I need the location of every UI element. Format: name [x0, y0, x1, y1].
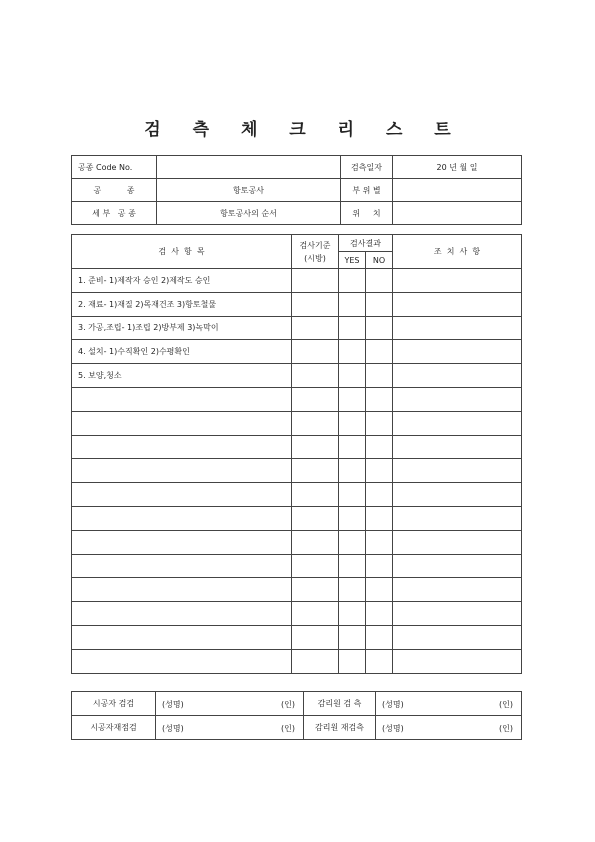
checklist-cell-no[interactable]: [366, 483, 393, 507]
checklist-cell-criteria[interactable]: [292, 459, 339, 483]
checklist-cell-action[interactable]: [393, 340, 522, 364]
checklist-cell-yes[interactable]: [339, 340, 366, 364]
checklist-cell-yes[interactable]: [339, 530, 366, 554]
sig1-left-name: (성명): [162, 700, 184, 709]
checklist-cell-yes[interactable]: [339, 387, 366, 411]
checklist-cell-yes[interactable]: [339, 649, 366, 673]
header-result: 검사결과: [339, 235, 393, 252]
checklist-cell-yes[interactable]: [339, 602, 366, 626]
detail-label: 세 부 공 종: [72, 202, 157, 225]
checklist-cell-action[interactable]: [393, 292, 522, 316]
header-criteria: 검사기준 (시방): [292, 235, 339, 269]
checklist-cell-action[interactable]: [393, 316, 522, 340]
checklist-cell-yes[interactable]: [339, 506, 366, 530]
checklist-cell-no[interactable]: [366, 602, 393, 626]
checklist-rows: [72, 269, 522, 674]
checklist-row: [72, 530, 522, 554]
sig2-right-field[interactable]: [376, 716, 522, 740]
sig1-right-name: (성명): [382, 700, 404, 709]
checklist-cell-criteria[interactable]: [292, 530, 339, 554]
sig1-right-seal: (인): [499, 700, 513, 709]
checklist-cell-action[interactable]: [393, 435, 522, 459]
checklist-table: [71, 234, 522, 674]
checklist-cell-no[interactable]: [366, 506, 393, 530]
checklist-cell-criteria[interactable]: [292, 340, 339, 364]
checklist-row: [72, 602, 522, 626]
checklist-row: [72, 435, 522, 459]
checklist-cell-no[interactable]: [366, 625, 393, 649]
header-no: NO: [366, 252, 393, 269]
checklist-cell-no[interactable]: [366, 292, 393, 316]
sig2-right-name: (성명): [382, 724, 404, 733]
checklist-cell-item: [72, 554, 292, 578]
checklist-row: [72, 316, 522, 340]
checklist-cell-no[interactable]: [366, 435, 393, 459]
checklist-cell-action[interactable]: [393, 578, 522, 602]
checklist-cell-no[interactable]: [366, 649, 393, 673]
checklist-cell-action[interactable]: [393, 530, 522, 554]
checklist-cell-criteria[interactable]: [292, 387, 339, 411]
checklist-cell-no[interactable]: [366, 387, 393, 411]
sig2-left-seal: (인): [281, 724, 295, 733]
checklist-cell-item: 4. 설치- 1)수직확인 2)수평확인: [72, 340, 292, 364]
document-title: 검 측 체 크 리 스 트: [144, 120, 464, 140]
checklist-cell-action[interactable]: [393, 649, 522, 673]
checklist-row: [72, 269, 522, 293]
checklist-cell-action[interactable]: [393, 554, 522, 578]
date-label: 검측일자: [341, 156, 393, 179]
location-label: 위 치: [341, 202, 393, 225]
checklist-cell-criteria[interactable]: [292, 292, 339, 316]
checklist-cell-yes[interactable]: [339, 411, 366, 435]
checklist-cell-item: [72, 506, 292, 530]
checklist-cell-item: [72, 387, 292, 411]
checklist-cell-criteria[interactable]: [292, 649, 339, 673]
checklist-cell-action[interactable]: [393, 506, 522, 530]
code-label: 공종 Code No.: [72, 156, 157, 179]
checklist-cell-no[interactable]: [366, 340, 393, 364]
checklist-row: [72, 625, 522, 649]
checklist-row: [72, 387, 522, 411]
checklist-cell-criteria[interactable]: [292, 364, 339, 388]
checklist-row: [72, 483, 522, 507]
checklist-cell-yes[interactable]: [339, 625, 366, 649]
checklist-row: [72, 506, 522, 530]
checklist-cell-yes[interactable]: [339, 292, 366, 316]
checklist-cell-action[interactable]: [393, 387, 522, 411]
checklist-row: [72, 554, 522, 578]
header-items: 검 사 항 목: [72, 235, 292, 269]
checklist-cell-action[interactable]: [393, 411, 522, 435]
location-value[interactable]: [393, 202, 522, 225]
checklist-cell-criteria[interactable]: [292, 435, 339, 459]
checklist-row: [72, 459, 522, 483]
checklist-cell-criteria[interactable]: [292, 625, 339, 649]
checklist-cell-action[interactable]: [393, 459, 522, 483]
checklist-cell-criteria[interactable]: [292, 411, 339, 435]
checklist-cell-criteria[interactable]: [292, 578, 339, 602]
checklist-cell-no[interactable]: [366, 316, 393, 340]
checklist-cell-no[interactable]: [366, 459, 393, 483]
checklist-cell-yes[interactable]: [339, 269, 366, 293]
checklist-cell-no[interactable]: [366, 269, 393, 293]
checklist-cell-yes[interactable]: [339, 364, 366, 388]
checklist-cell-item: [72, 483, 292, 507]
checklist-cell-no[interactable]: [366, 554, 393, 578]
checklist-cell-criteria[interactable]: [292, 483, 339, 507]
sig1-left-label: 시공자 검검: [72, 692, 156, 716]
part-value[interactable]: [393, 179, 522, 202]
info-table: [71, 155, 522, 225]
sig1-right-label: 감리원 검 측: [304, 692, 376, 716]
checklist-cell-action[interactable]: [393, 269, 522, 293]
sig2-left-name: (성명): [162, 724, 184, 733]
sig2-left-field[interactable]: [156, 716, 304, 740]
sig1-left-seal: (인): [281, 700, 295, 709]
checklist-row: [72, 364, 522, 388]
checklist-cell-yes[interactable]: [339, 459, 366, 483]
work-value[interactable]: 항토공사: [157, 179, 341, 202]
checklist-cell-yes[interactable]: [339, 435, 366, 459]
date-value[interactable]: 20 년 월 일: [393, 156, 522, 179]
signature-table: [71, 691, 522, 740]
checklist-cell-item: [72, 649, 292, 673]
checklist-cell-criteria[interactable]: [292, 602, 339, 626]
checklist-row: [72, 649, 522, 673]
checklist-cell-item: 5. 보양,청소: [72, 364, 292, 388]
checklist-cell-item: 1. 준비- 1)제작자 승인 2)제작도 승인: [72, 269, 292, 293]
sig1-left-field[interactable]: [156, 692, 304, 716]
checklist-cell-yes[interactable]: [339, 554, 366, 578]
work-label: 공 종: [72, 179, 157, 202]
checklist-cell-criteria[interactable]: [292, 269, 339, 293]
checklist-cell-no[interactable]: [366, 578, 393, 602]
checklist-cell-item: [72, 411, 292, 435]
checklist-cell-criteria[interactable]: [292, 506, 339, 530]
checklist-row: [72, 292, 522, 316]
checklist-cell-item: [72, 625, 292, 649]
checklist-cell-yes[interactable]: [339, 578, 366, 602]
sig2-right-seal: (인): [499, 724, 513, 733]
checklist-cell-criteria[interactable]: [292, 554, 339, 578]
checklist-cell-item: 2. 재료- 1)재질 2)목재건조 3)항토철물: [72, 292, 292, 316]
checklist-cell-yes[interactable]: [339, 483, 366, 507]
checklist-row: [72, 340, 522, 364]
checklist-cell-yes[interactable]: [339, 316, 366, 340]
checklist-cell-action[interactable]: [393, 602, 522, 626]
checklist-cell-no[interactable]: [366, 411, 393, 435]
checklist-row: [72, 411, 522, 435]
checklist-cell-action[interactable]: [393, 483, 522, 507]
checklist-cell-action[interactable]: [393, 364, 522, 388]
checklist-cell-item: [72, 530, 292, 554]
checklist-cell-item: 3. 가공,조립- 1)조립 2)방부제 3)녹막이: [72, 316, 292, 340]
code-value[interactable]: [157, 156, 341, 179]
checklist-cell-item: [72, 578, 292, 602]
checklist-cell-no[interactable]: [366, 530, 393, 554]
checklist-row: [72, 578, 522, 602]
header-action: 조 치 사 항: [393, 235, 522, 269]
checklist-cell-item: [72, 459, 292, 483]
detail-value[interactable]: 항토공사의 순서: [157, 202, 341, 225]
sig2-right-label: 감리원 재검측: [304, 716, 376, 740]
checklist-cell-item: [72, 602, 292, 626]
checklist-cell-item: [72, 435, 292, 459]
checklist-cell-no[interactable]: [366, 364, 393, 388]
checklist-cell-criteria[interactable]: [292, 316, 339, 340]
header-yes: YES: [339, 252, 366, 269]
sig1-right-field[interactable]: [376, 692, 522, 716]
part-label: 부 위 별: [341, 179, 393, 202]
sig2-left-label: 시공자재점검: [72, 716, 156, 740]
checklist-cell-action[interactable]: [393, 625, 522, 649]
